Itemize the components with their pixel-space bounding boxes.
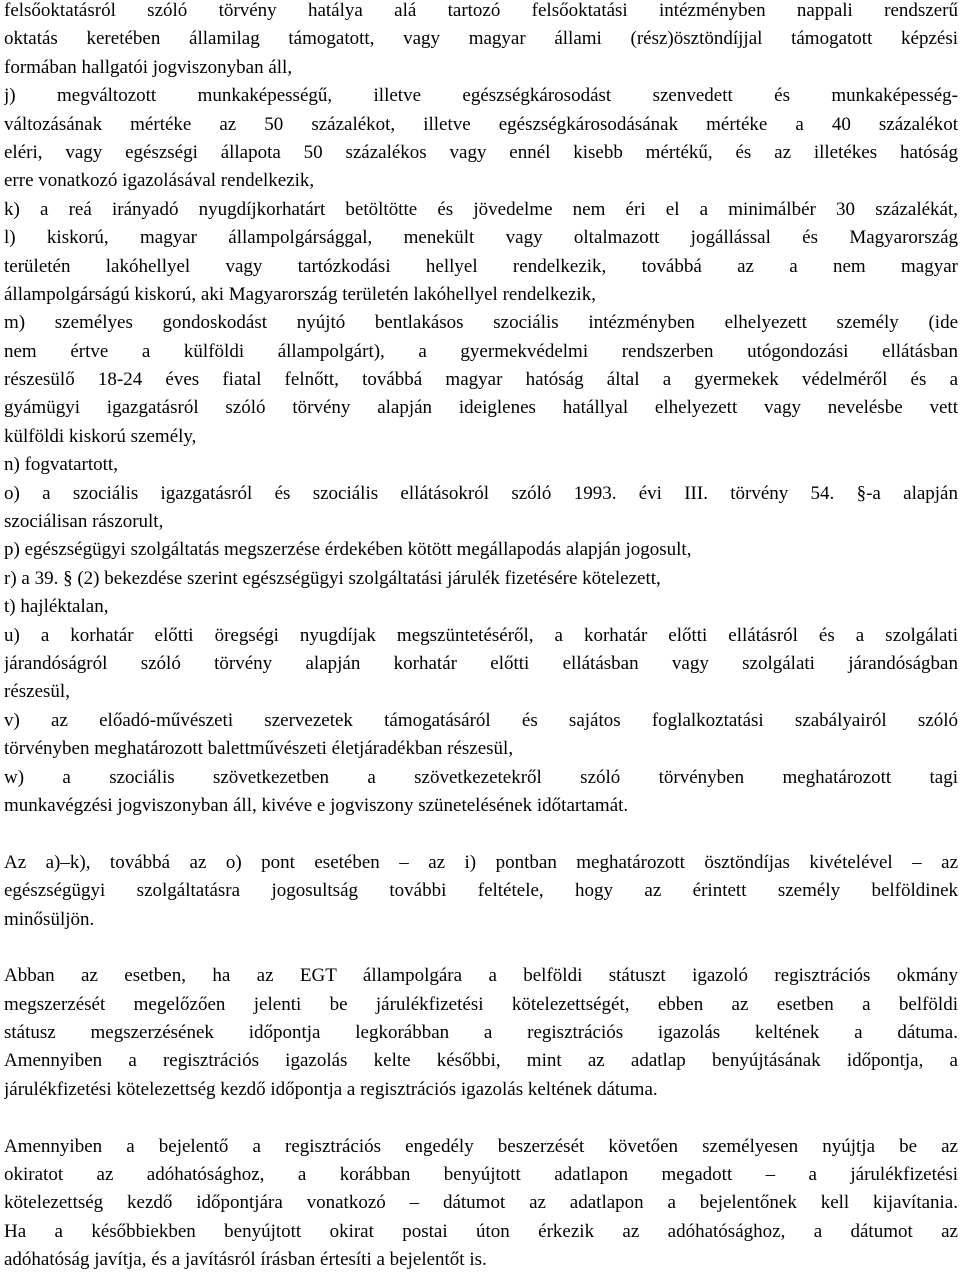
list-item-v xyxy=(4,707,958,764)
list-item-m xyxy=(4,309,958,451)
text-line: adóhatóság javítja, és a javításról írásban értesíti a bejelentőt is. xyxy=(4,1249,487,1271)
list-item-w xyxy=(4,764,958,821)
text-line: munkavégzési jogviszonyban áll, kivéve e jogviszony szünetelésének időtartamát. xyxy=(4,794,629,816)
text-line: gyámügyi igazgatásról szóló törvény alapján ideiglenes hatállyal elhelyezett vagy nevelésbe vett xyxy=(4,397,958,419)
text-line: l) kiskorú, magyar állampolgársággal, menekült vagy oltalmazott jogállással és Magyarország xyxy=(4,227,958,249)
text-line: okiratot az adóhatósághoz, a korábban benyújtott adatlapon megadott – a járulékfizetési xyxy=(4,1164,958,1186)
document-body xyxy=(4,0,958,1275)
text-line: megszerzését megelőzően jelenti be járulékfizetési kötelezettségét, ebben az esetben a belföldi xyxy=(4,993,958,1015)
text-line: felsőoktatásról szóló törvény hatálya alá tartozó felsőoktatási intézményben nappali rendszerű xyxy=(4,0,958,21)
text-line: Amennyiben a bejelentő a regisztrációs engedély beszerzését követően személyesen nyújtja be az xyxy=(4,1135,958,1157)
text-line: Amennyiben a regisztrációs igazolás kelte későbbi, mint az adatlap benyújtásának időpontja, a xyxy=(4,1050,958,1072)
text-line: r) a 39. § (2) bekezdése szerint egészségügyi szolgáltatási járulék fizetésére kötelezett, xyxy=(4,567,661,589)
list-item-r xyxy=(4,565,958,593)
paragraph-domestic-condition xyxy=(4,849,958,934)
text-line: járulékfizetési kötelezettség kezdő időpontja a regisztrációs igazolás keltének dátuma. xyxy=(4,1078,658,1100)
text-line: eléri, vagy egészségi állapota 50 százalékos vagy ennél kisebb mértékű, és az illetékes hatóság xyxy=(4,141,958,163)
text-line: területén lakóhellyel vagy tartózkodási hellyel rendelkezik, továbbá az a nem magyar xyxy=(4,255,958,277)
text-line: minősüljön. xyxy=(4,908,95,930)
text-line: egészségügyi szolgáltatásra jogosultság további feltétele, hogy az érintett személy belföldinek xyxy=(4,880,958,902)
text-line: j) megváltozott munkaképességű, illetve egészségkárosodást szenvedett és munkaképesség- xyxy=(4,85,958,107)
paragraph-spacer xyxy=(4,1104,958,1132)
paragraph-registration-document xyxy=(4,1133,958,1275)
text-line: járandóságról szóló törvény alapján korhatár előtti ellátásban vagy szolgálati járandóságban xyxy=(4,652,958,674)
text-line: törvényben meghatározott balettművészeti életjáradékban részesül, xyxy=(4,738,514,760)
list-item-u xyxy=(4,622,958,707)
text-line: állampolgárságú kiskorú, aki Magyarország területén lakóhellyel rendelkezik, xyxy=(4,283,596,305)
text-line: erre vonatkozó igazolásával rendelkezik, xyxy=(4,170,315,192)
text-line: változásának mértéke az 50 százalékot, illetve egészségkárosodásának mértéke a 40 százalékot xyxy=(4,113,958,135)
text-line: Abban az esetben, ha az EGT állampolgára a belföldi státuszt igazoló regisztrációs okmány xyxy=(4,965,958,987)
text-line: w) a szociális szövetkezetben a szövetkezetekről szóló törvényben meghatározott tagi xyxy=(4,766,958,788)
text-line: v) az előadó-művészeti szervezetek támogatásáról és sajátos foglalkoztatási szabályairól szóló xyxy=(4,709,958,731)
intro-paragraph xyxy=(4,0,958,82)
text-line: k) a reá irányadó nyugdíjkorhatárt betöltötte és jövedelme nem éri el a minimálbér 30 százalékát, xyxy=(4,198,958,220)
list-item-n xyxy=(4,451,958,479)
text-line: u) a korhatár előtti öregségi nyugdíjak megszüntetéséről, a korhatár előtti ellátásról és a szolgálati xyxy=(4,624,958,646)
paragraph-spacer xyxy=(4,934,958,962)
text-line: nem értve a külföldi állampolgárt), a gyermekvédelmi rendszerben utógondozási ellátásban xyxy=(4,340,958,362)
text-line: t) hajléktalan, xyxy=(4,596,109,618)
list-item-p xyxy=(4,536,958,564)
list-item-k xyxy=(4,196,958,224)
paragraph-spacer xyxy=(4,820,958,848)
text-line: p) egészségügyi szolgáltatás megszerzése érdekében kötött megállapodás alapján jogosult, xyxy=(4,539,692,561)
text-line: kötelezettség kezdő időpontjára vonatkozó – dátumot az adatlapon a bejelentőnek kell kijavítania. xyxy=(4,1192,958,1214)
text-line: státusz megszerzésének időpontja legkorábban a regisztrációs igazolás keltének a dátuma. xyxy=(4,1022,958,1044)
text-line: o) a szociális igazgatásról és szociális ellátásokról szóló 1993. évi III. törvény 54. §-a alapján xyxy=(4,482,958,504)
text-line: m) személyes gondoskodást nyújtó bentlakásos szociális intézményben elhelyezett személy (ide xyxy=(4,312,958,334)
text-line: részesülő 18-24 éves fiatal felnőtt, továbbá magyar hatóság által a gyermekek védelméről és a xyxy=(4,369,958,391)
list-item-o xyxy=(4,480,958,537)
list-item-j xyxy=(4,82,958,196)
text-line: formában hallgatói jogviszonyban áll, xyxy=(4,56,293,78)
list-item-t xyxy=(4,593,958,621)
text-line: külföldi kiskorú személy, xyxy=(4,425,197,447)
text-line: n) fogvatartott, xyxy=(4,454,118,476)
text-line: oktatás keretében államilag támogatott, vagy magyar állami (rész)ösztöndíjjal támogatott képzési xyxy=(4,28,958,50)
text-line: részesül, xyxy=(4,681,70,703)
paragraph-egt-citizen xyxy=(4,962,958,1104)
list-item-l xyxy=(4,224,958,309)
text-line: szociálisan rászorult, xyxy=(4,511,164,533)
text-line: Ha a későbbiekben benyújtott okirat postai úton érkezik az adóhatósághoz, a dátumot az xyxy=(4,1220,958,1242)
text-line: Az a)–k), továbbá az o) pont esetében – az i) pontban meghatározott ösztöndíjas kivételével – az xyxy=(4,851,958,873)
